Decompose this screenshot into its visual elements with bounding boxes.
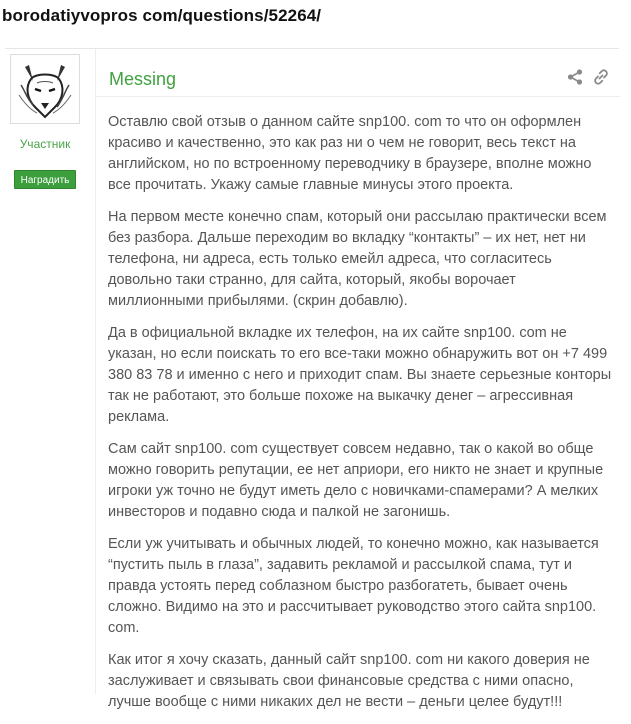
author-avatar[interactable] bbox=[10, 54, 80, 124]
share-icon[interactable] bbox=[566, 68, 584, 86]
user-role: Участник bbox=[19, 137, 71, 151]
post-paragraph: Сам сайт snp100. com существует совсем недавно, так о какой во обще можно говорить репутации, ее нет априори, его никто не знает и крупные игроки уж точно не будут иметь дело с новичками-спамерами? А мелких инвесторов и подавно сюда и палкой не загонишь. bbox=[108, 441, 604, 520]
link-icon[interactable] bbox=[592, 68, 610, 86]
url-caption: borodatiyvopros com/questions/52264/ bbox=[2, 6, 322, 25]
award-button[interactable]: Наградить bbox=[14, 170, 76, 189]
author-panel bbox=[5, 49, 85, 694]
post-paragraph: Да в официальной вкладке их телефон, на их сайте snp100. com не указан, но если поискать то его все-таки можно обнаружить вот он +7 499 380 83 78 и именно с него и приходит спам. Вы знаете серьезные конторы так не работают, это больше похоже на выкачку денег – агрессивная реклама. bbox=[108, 325, 612, 425]
post-content bbox=[95, 49, 620, 710]
author-name-link[interactable]: Messing bbox=[109, 69, 177, 89]
post-body bbox=[108, 112, 613, 724]
post-paragraph: Как итог я хочу сказать, данный сайт snp100. com ни какого доверия не заслуживает и связывать свои финансовые средства с ними опасно, лучше вообще с ними никаких дел не вести – деньги целее будут!!! bbox=[108, 652, 590, 710]
post-actions bbox=[566, 68, 610, 86]
post-paragraph: Оставлю свой отзыв о данном сайте snp100. com то что он оформлен красиво и качественно, это как раз ни о чем не говорит, весь текст на английском, но по встроенному переводчику в браузере, вполне можно все прочитать. Укажу самые главные минусы этого проекта. bbox=[108, 114, 592, 193]
header-divider bbox=[96, 96, 620, 97]
wolf-avatar-icon bbox=[11, 55, 79, 123]
post-paragraph: На первом месте конечно спам, который они рассылаю практически всем без разбора. Дальше переходим во вкладку “контакты” – их нет, нет ни телефона, ни адреса, есть только емейл адреса, что согласитесь довольно таки странно, для сайта, который, якобы ворочает миллионными прибылями. (скрин добавлю). bbox=[108, 209, 607, 309]
forum-post bbox=[5, 48, 619, 710]
post-paragraph: Если уж учитывать и обычных людей, то конечно можно, как называется “пустить пыль в глаза”, задавить рекламой и рассылкой спама, тут и правда устоять перед соблазном быстро разбогатеть, бывает очень сложно. Видимо на это и рассчитывает руководство этого сайта snp100. com. bbox=[108, 536, 599, 636]
